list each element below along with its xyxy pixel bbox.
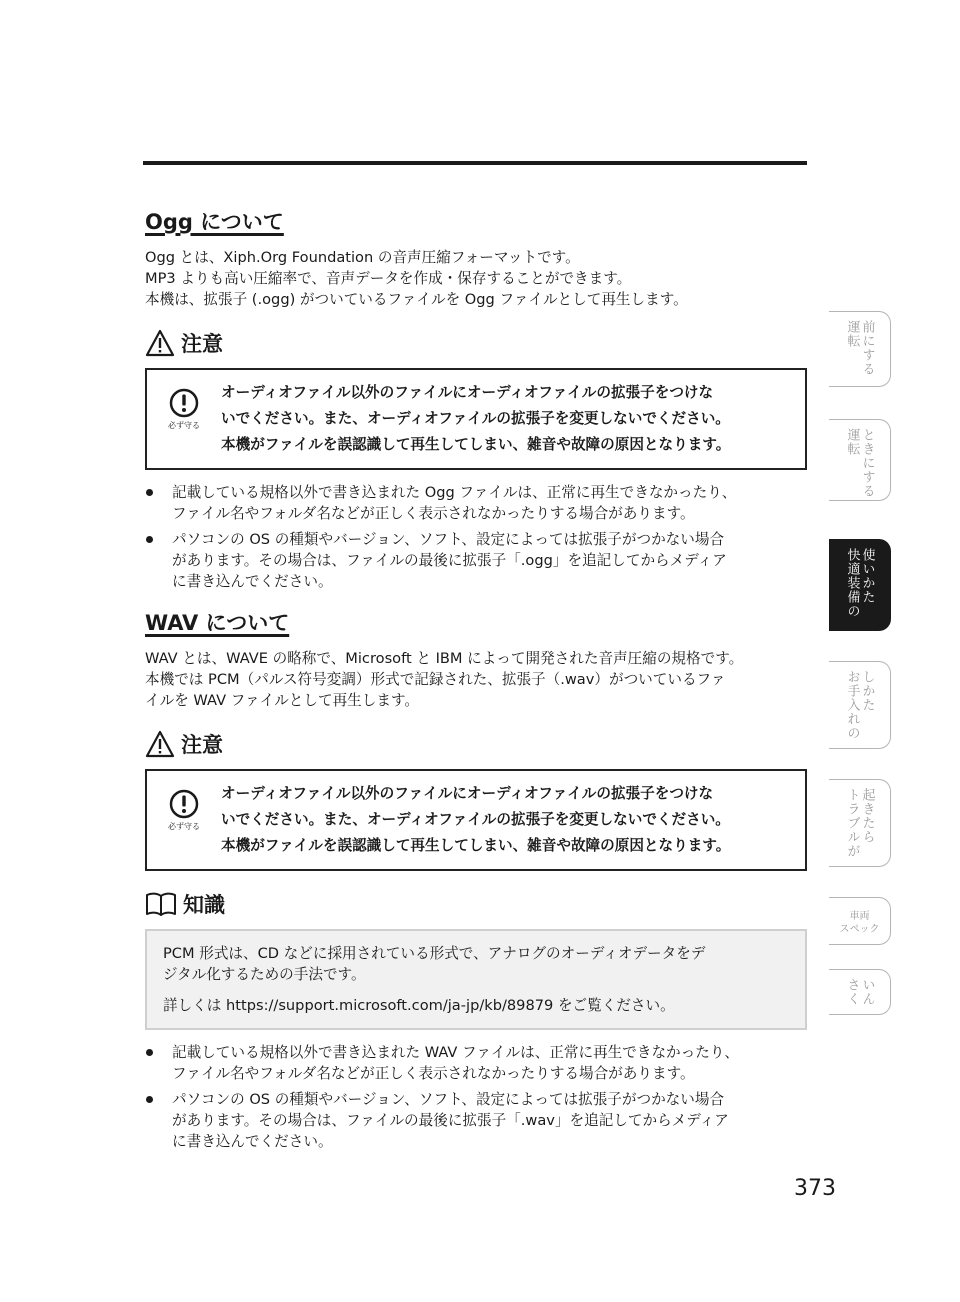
tab-label: スペック — [839, 924, 880, 935]
open-book-icon — [145, 891, 177, 917]
warning-triangle-icon — [145, 730, 175, 758]
tab-while-driving[interactable] — [829, 419, 891, 501]
wav-description — [145, 648, 807, 711]
tab-label: 運転 — [844, 428, 860, 456]
knowledge-box — [145, 929, 807, 1030]
wav-section-title: WAV について — [145, 611, 290, 635]
tab-label: トラブルが — [844, 788, 860, 858]
list-item — [145, 482, 807, 524]
tab-label: 快適装備の — [844, 548, 860, 618]
exclamation-circle-icon — [169, 789, 199, 819]
knowledge-label — [145, 887, 807, 921]
tab-label: 車両 — [849, 911, 870, 922]
wav-line: 本機では PCM（パルス符号変調）形式で記録された、拡張子（.wav）がついているファ — [145, 671, 726, 688]
caution-heading: 注意 — [181, 332, 223, 356]
caution-line: 本機がファイルを誤認識して再生してしまい、雑音や故障の原因となります。 — [221, 436, 731, 453]
list-item-line: に書き込んでください。 — [172, 573, 333, 590]
tab-label: いん — [859, 978, 875, 1006]
wav-caution-box — [145, 769, 807, 871]
ogg-section-title: Ogg について — [145, 210, 284, 234]
list-item-line: パソコンの OS の種類やバージョン、ソフト、設定によっては拡張子がつかない場合 — [172, 531, 725, 548]
wav-caution-text — [221, 781, 730, 859]
ogg-line: 本機は、拡張子 (.ogg) がついているファイルを Ogg ファイルとして再生します。 — [145, 291, 688, 308]
tab-label: お手入れの — [844, 670, 860, 740]
wav-line: WAV とは、WAVE の略称で、Microsoft と IBM によって開発された音声圧縮の規格です。 — [145, 650, 744, 667]
must-follow-mark — [163, 789, 205, 832]
wav-notes-list — [145, 1042, 807, 1152]
ogg-caution-label — [145, 326, 807, 360]
caution-line: オーディオファイル以外のファイルにオーディオファイルの拡張子をつけな — [221, 785, 714, 802]
wav-caution-label — [145, 727, 807, 761]
list-item — [145, 529, 807, 592]
ogg-description — [145, 247, 807, 310]
must-follow-caption: 必ず守る — [168, 421, 200, 430]
tab-index[interactable] — [829, 969, 891, 1015]
knowledge-line: ジタル化するための手法です。 — [163, 966, 366, 983]
main-content — [145, 207, 807, 1157]
tab-label: 運転 — [844, 320, 860, 348]
tab-label: 起きたら — [859, 788, 875, 844]
exclamation-circle-icon — [169, 388, 199, 418]
ogg-caution-box — [145, 368, 807, 470]
tab-comfort-equipment[interactable] — [829, 539, 891, 631]
tab-before-driving[interactable] — [829, 311, 891, 387]
caution-line: オーディオファイル以外のファイルにオーディオファイルの拡張子をつけな — [221, 384, 714, 401]
list-item-line: 記載している規格以外で書き込まれた Ogg ファイルは、正常に再生できなかったり、 — [172, 484, 737, 501]
knowledge-heading: 知識 — [183, 893, 225, 917]
tab-label: 前にする — [859, 320, 875, 376]
tab-maintenance[interactable] — [829, 661, 891, 749]
list-item-line: パソコンの OS の種類やバージョン、ソフト、設定によっては拡張子がつかない場合 — [172, 1091, 725, 1108]
page-number: 373 — [794, 1176, 836, 1201]
knowledge-line: PCM 形式は、CD などに採用されている形式で、アナログのオーディオデータをデ — [163, 945, 706, 962]
tab-vehicle-spec[interactable] — [829, 897, 891, 945]
knowledge-link-line: 詳しくは https://support.microsoft.com/ja-jp/kb/89879 をご覧ください。 — [163, 997, 675, 1014]
must-follow-caption: 必ず守る — [168, 822, 200, 831]
must-follow-mark — [163, 388, 205, 431]
wav-line: イルを WAV ファイルとして再生します。 — [145, 692, 419, 709]
ogg-line: Ogg とは、Xiph.Org Foundation の音声圧縮フォーマットです。 — [145, 249, 580, 266]
list-item-line: に書き込んでください。 — [172, 1133, 333, 1150]
list-item-line: 記載している規格以外で書き込まれた WAV ファイルは、正常に再生できなかったり、 — [172, 1044, 740, 1061]
list-item — [145, 1042, 807, 1084]
tab-troubleshooting[interactable] — [829, 779, 891, 867]
tab-label: 使いかた — [859, 548, 875, 604]
caution-line: いでください。また、オーディオファイルの拡張子を変更しないでください。 — [221, 811, 730, 828]
ogg-line: MP3 よりも高い圧縮率で、音声データを作成・保存することができます。 — [145, 270, 632, 287]
tab-label: ときにする — [859, 428, 875, 498]
tab-label: しかた — [859, 670, 875, 712]
tab-label-block — [840, 906, 880, 936]
ogg-notes-list — [145, 482, 807, 592]
ogg-caution-text — [221, 380, 730, 458]
warning-triangle-icon — [145, 329, 175, 357]
list-item-line: があります。その場合は、ファイルの最後に拡張子「.wav」を追記してからメディア — [172, 1112, 729, 1129]
list-item — [145, 1089, 807, 1152]
tab-label: さく — [844, 978, 860, 1006]
top-rule — [143, 161, 807, 165]
caution-line: 本機がファイルを誤認識して再生してしまい、雑音や故障の原因となります。 — [221, 837, 731, 854]
list-item-line: があります。その場合は、ファイルの最後に拡張子「.ogg」を追記してからメディア — [172, 552, 727, 569]
caution-heading: 注意 — [181, 733, 223, 757]
list-item-line: ファイル名やフォルダ名などが正しく表示されなかったりする場合があります。 — [172, 505, 695, 522]
list-item-line: ファイル名やフォルダ名などが正しく表示されなかったりする場合があります。 — [172, 1065, 695, 1082]
caution-line: いでください。また、オーディオファイルの拡張子を変更しないでください。 — [221, 410, 730, 427]
